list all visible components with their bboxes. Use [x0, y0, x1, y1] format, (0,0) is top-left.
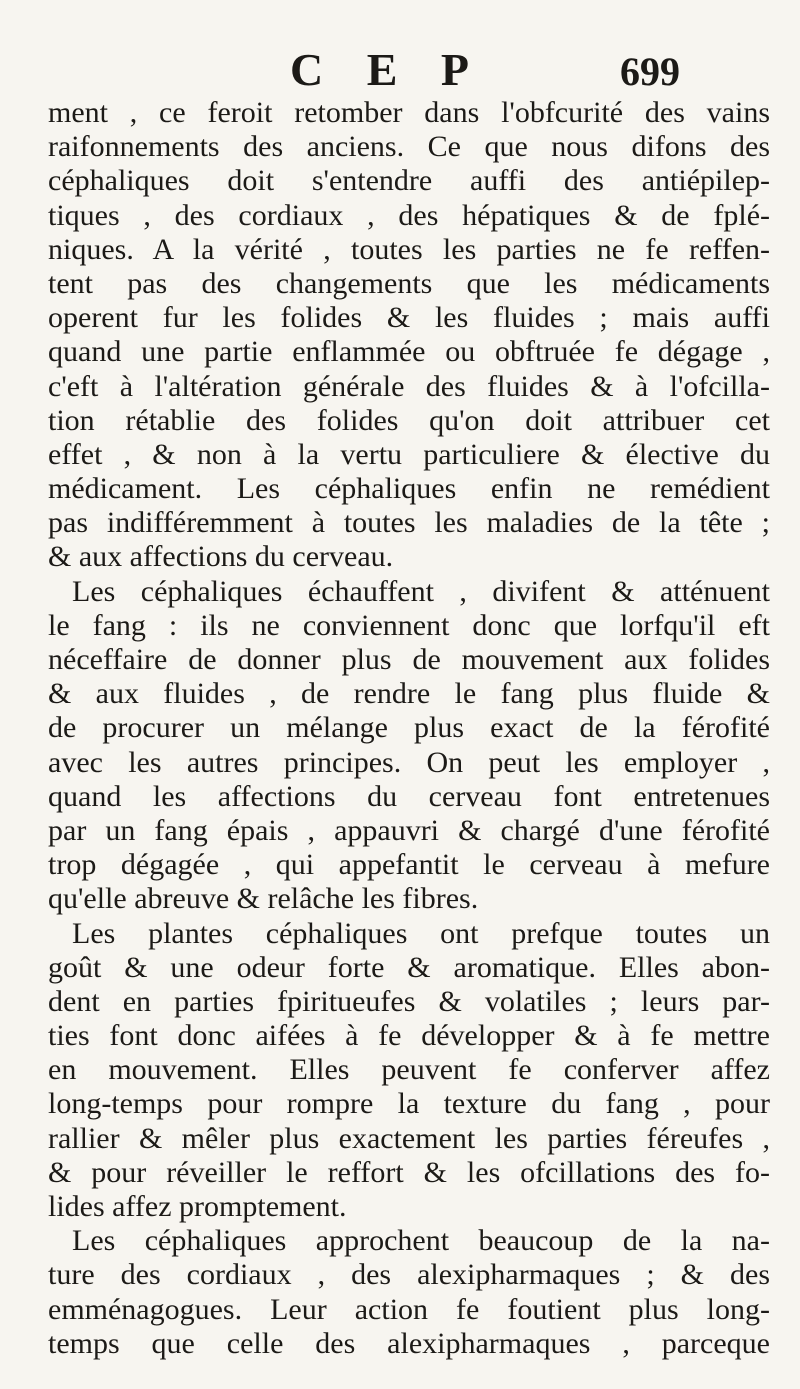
text-line: temps que celle des alexipharmaques , parceque: [48, 1326, 770, 1360]
text-line: Les plantes céphaliques ont prefque toutes un: [72, 916, 770, 950]
text-line: de procurer un mélange plus exact de la férofité: [48, 711, 770, 745]
text-line: c'eft à l'altération générale des fluides & à l'ofcilla-: [48, 369, 770, 403]
text-line: céphaliques doit s'entendre auffi des antiépilep-: [48, 164, 770, 198]
text-line: ment , ce feroit retomber dans l'obfcurité des vains: [48, 96, 770, 129]
text-line: par un fang épais , appauvri & chargé d'une férofité: [48, 813, 770, 847]
running-head: C E P: [290, 44, 485, 95]
text-line: tiques , des cordiaux , des hépatiques & de fplé-: [48, 198, 770, 232]
text-line: ture des cordiaux , des alexipharmaques ; & des: [48, 1258, 770, 1292]
text-line: néceffaire de donner plus de mouvement aux folides: [48, 643, 770, 676]
text-line: ties font donc aifées à fe développer & à fe mettre: [48, 1019, 770, 1053]
text-line: quand une partie enflammée ou obftruée fe dégage ,: [48, 335, 770, 369]
text-line: long-temps pour rompre la texture du fang , pour: [48, 1087, 770, 1121]
text-line: & pour réveiller le reffort & les ofcillations des fo-: [48, 1155, 770, 1189]
text-line: raifonnements des anciens. Ce que nous difons des: [48, 130, 770, 164]
text-line: en mouvement. Elles peuvent fe conferver affez: [48, 1053, 770, 1087]
text-line: le fang : ils ne conviennent donc que lorfqu'il eft: [48, 608, 770, 642]
text-line: lides affez promptement.: [48, 1190, 347, 1223]
text-line: & aux fluides , de rendre le fang plus fluide &: [48, 677, 770, 711]
text-line: pas indifféremment à toutes les maladies de la tête ;: [48, 506, 770, 540]
page-number: 699: [620, 49, 680, 94]
text-line: emménagogues. Leur action fe foutient plus long-: [48, 1292, 770, 1326]
text-line: Les céphaliques échauffent , divifent & atténuent: [72, 574, 770, 608]
text-line: tion rétablie des folides qu'on doit attribuer cet: [48, 403, 770, 437]
text-line: médicament. Les céphaliques enfin ne remédient: [48, 472, 770, 506]
text-line: goût & une odeur forte & aromatique. Elles abon-: [48, 950, 770, 984]
text-line: rallier & mêler plus exactement les parties féreufes ,: [48, 1121, 770, 1155]
text-line: quand les affections du cerveau font entretenues: [48, 779, 770, 813]
text-line: tent pas des changements que les médicaments: [48, 266, 770, 300]
text-line: effet , & non à la vertu particuliere & élective du: [48, 437, 770, 471]
text-line: qu'elle abreuve & relâche les fibres.: [48, 882, 479, 916]
text-line: dent en parties fpiritueufes & volatiles ; leurs par-: [48, 984, 770, 1018]
text-line: niques. A la vérité , toutes les parties ne fe reffen-: [48, 232, 770, 266]
text-line: Les céphaliques approchent beaucoup de la na-: [72, 1224, 770, 1258]
text-line: operent fur les folides & les fluides ; mais auffi: [48, 301, 770, 335]
text-line: & aux affections du cerveau.: [48, 540, 394, 574]
text-line: trop dégagée , qui appefantit le cerveau à mefure: [48, 848, 770, 882]
text-line: avec les autres principes. On peut les employer ,: [48, 745, 770, 779]
body-text: [48, 96, 770, 1361]
page-header: [0, 40, 800, 100]
